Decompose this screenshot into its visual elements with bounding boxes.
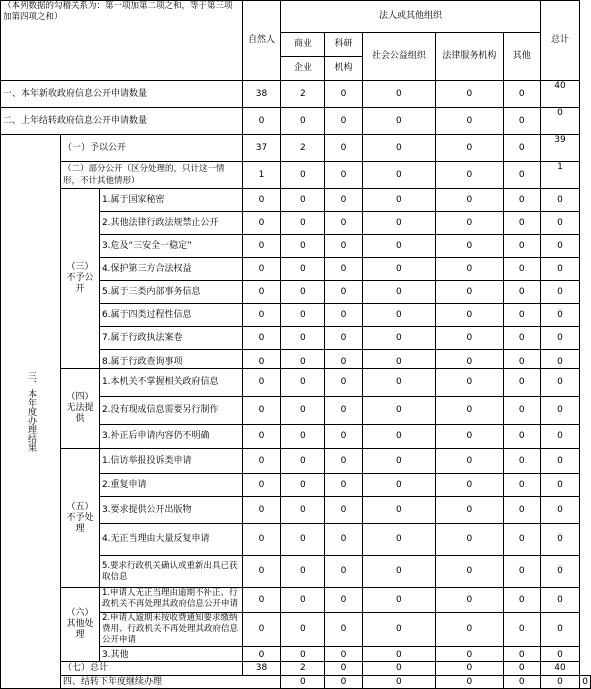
cell-natural: 0 bbox=[242, 350, 281, 369]
header-research-bottom: 机构 bbox=[325, 57, 362, 81]
cell-legal-service: 0 bbox=[436, 369, 503, 397]
row-unable-1 bbox=[1, 369, 591, 397]
row-label: （二）部分公开（区分处理的，只计这一情形，不计其他情形） bbox=[61, 162, 243, 189]
cell-other: 0 bbox=[503, 474, 540, 497]
cell-commercial: 0 bbox=[281, 474, 325, 497]
cell-legal-service: 0 bbox=[436, 449, 503, 474]
cell-research: 0 bbox=[325, 258, 362, 281]
cell-research: 0 bbox=[325, 474, 362, 497]
row-label: 1.本机关不掌握相关政府信息 bbox=[99, 369, 242, 397]
cell-legal-service: 0 bbox=[436, 189, 503, 212]
cell-social: 0 bbox=[362, 189, 436, 212]
row-label: 四、结转下年度继续办理 bbox=[61, 676, 281, 689]
cell-commercial: 0 bbox=[281, 497, 325, 524]
cell-total: 0 bbox=[540, 235, 580, 258]
row-label: 二、上年结转政府信息公开申请数量 bbox=[1, 108, 243, 135]
cell-legal-service: 0 bbox=[436, 474, 503, 497]
header-social: 社会公益组织 bbox=[362, 33, 436, 81]
cell-natural: 0 bbox=[242, 235, 281, 258]
cell-natural: 0 bbox=[242, 497, 281, 524]
cell-commercial: 0 bbox=[281, 281, 325, 304]
cell-social: 0 bbox=[362, 449, 436, 474]
cell-research: 0 bbox=[325, 235, 362, 258]
cell-legal-service: 0 bbox=[436, 235, 503, 258]
row-partially-disclosed bbox=[1, 162, 591, 189]
cell-social: 0 bbox=[362, 369, 436, 397]
cell-total: 0 bbox=[540, 212, 580, 235]
cell-commercial: 0 bbox=[281, 108, 325, 135]
cell-total: 0 bbox=[580, 676, 591, 689]
cell-research: 0 bbox=[325, 588, 362, 613]
cell-research: 0 bbox=[325, 397, 362, 425]
cell-other: 0 bbox=[503, 162, 540, 189]
cell-other: 0 bbox=[503, 212, 540, 235]
cell-social: 0 bbox=[362, 588, 436, 613]
row-label: 1.属于国家秘密 bbox=[99, 189, 242, 212]
group-other-processing-label: （六）其他处理 bbox=[61, 588, 100, 662]
group-not-processed-label: （五）不予处理 bbox=[61, 449, 100, 588]
cell-research: 0 bbox=[362, 676, 436, 689]
cell-other: 0 bbox=[503, 258, 540, 281]
cell-total: 0 bbox=[540, 304, 580, 327]
cell-other: 0 bbox=[503, 369, 540, 397]
cell-commercial: 0 bbox=[281, 397, 325, 425]
row-label: 7.属于行政执法案卷 bbox=[99, 327, 242, 350]
cell-social: 0 bbox=[362, 281, 436, 304]
cell-natural: 0 bbox=[242, 108, 281, 135]
row-label: 3.其他 bbox=[99, 647, 242, 662]
cell-social: 0 bbox=[362, 524, 436, 556]
row-label: 4.保护第三方合法权益 bbox=[99, 258, 242, 281]
cell-research: 0 bbox=[325, 212, 362, 235]
row-label: 1.信访举报投诉类申请 bbox=[99, 449, 242, 474]
header-natural-person: 自然人 bbox=[242, 1, 281, 81]
cell-other: 0 bbox=[503, 81, 540, 108]
cell-total: 39 bbox=[540, 135, 580, 162]
row-section-total bbox=[1, 662, 591, 676]
row-label: 8.属于行政查询事项 bbox=[99, 350, 242, 369]
cell-other: 0 bbox=[503, 647, 540, 662]
cell-legal-service: 0 bbox=[436, 327, 503, 350]
cell-natural: 0 bbox=[281, 676, 325, 689]
cell-social: 0 bbox=[362, 474, 436, 497]
cell-natural: 0 bbox=[242, 425, 281, 449]
cell-natural: 0 bbox=[242, 588, 281, 613]
cell-natural: 0 bbox=[242, 212, 281, 235]
row-label: 1.申请人无正当理由逾期不补正、行政机关不再处理其政府信息公开申请 bbox=[99, 588, 242, 613]
row-carry-forward bbox=[1, 676, 591, 689]
cell-natural: 0 bbox=[242, 556, 281, 588]
cell-other: 0 bbox=[503, 235, 540, 258]
cell-research: 0 bbox=[325, 556, 362, 588]
cell-social: 0 bbox=[362, 350, 436, 369]
header-note: （本列数据的勾稽关系为：第一项加第二项之和，等于第三项加第四项之和） bbox=[1, 1, 243, 81]
cell-social: 0 bbox=[362, 327, 436, 350]
row-label: 2.重复申请 bbox=[99, 474, 242, 497]
cell-legal-service: 0 bbox=[436, 662, 503, 676]
cell-other: 0 bbox=[503, 613, 540, 647]
row-label: 3.危及“三安全一稳定” bbox=[99, 235, 242, 258]
cell-research: 0 bbox=[325, 613, 362, 647]
cell-legal-service: 0 bbox=[436, 613, 503, 647]
cell-commercial: 0 bbox=[281, 189, 325, 212]
cell-total: 40 bbox=[540, 662, 580, 676]
cell-commercial: 0 bbox=[281, 212, 325, 235]
cell-social: 0 bbox=[362, 258, 436, 281]
cell-legal-service: 0 bbox=[436, 135, 503, 162]
cell-research: 0 bbox=[325, 81, 362, 108]
cell-legal-service: 0 bbox=[436, 524, 503, 556]
cell-social: 0 bbox=[362, 162, 436, 189]
row-disclosed bbox=[1, 135, 591, 162]
cell-other: 0 bbox=[503, 397, 540, 425]
cell-legal-service: 0 bbox=[436, 258, 503, 281]
cell-research: 0 bbox=[325, 662, 362, 676]
cell-other: 0 bbox=[503, 556, 540, 588]
cell-other: 0 bbox=[503, 524, 540, 556]
row-label: 3.要求提供公开出版物 bbox=[99, 497, 242, 524]
cell-other: 0 bbox=[503, 189, 540, 212]
cell-legal-service: 0 bbox=[436, 212, 503, 235]
row-not-processed-1 bbox=[1, 449, 591, 474]
cell-legal-service: 0 bbox=[436, 281, 503, 304]
cell-social: 0 bbox=[362, 556, 436, 588]
cell-other: 0 bbox=[540, 676, 580, 689]
cell-total: 0 bbox=[540, 369, 580, 397]
cell-commercial: 0 bbox=[281, 258, 325, 281]
cell-research: 0 bbox=[325, 327, 362, 350]
cell-natural: 0 bbox=[242, 397, 281, 425]
cell-total: 0 bbox=[540, 281, 580, 304]
header-research-top: 科研 bbox=[325, 33, 362, 57]
cell-natural: 0 bbox=[242, 474, 281, 497]
cell-research: 0 bbox=[325, 162, 362, 189]
cell-other: 0 bbox=[503, 281, 540, 304]
group-unable-label: （四）无法提供 bbox=[61, 369, 100, 449]
cell-total: 0 bbox=[540, 350, 580, 369]
row-not-disclosed-1 bbox=[1, 189, 591, 212]
cell-total: 0 bbox=[540, 647, 580, 662]
cell-natural: 38 bbox=[242, 81, 281, 108]
row-label: 3.补正后申请内容仍不明确 bbox=[99, 425, 242, 449]
row-label: 2.没有现成信息需要另行制作 bbox=[99, 397, 242, 425]
cell-social: 0 bbox=[362, 81, 436, 108]
header-commercial-top: 商业 bbox=[281, 33, 325, 57]
cell-social: 0 bbox=[362, 108, 436, 135]
cell-commercial: 2 bbox=[281, 81, 325, 108]
cell-total: 0 bbox=[540, 258, 580, 281]
cell-social: 0 bbox=[362, 212, 436, 235]
cell-natural: 0 bbox=[242, 281, 281, 304]
cell-legal-service: 0 bbox=[436, 108, 503, 135]
cell-commercial: 0 bbox=[281, 647, 325, 662]
row-new-requests bbox=[1, 81, 591, 108]
cell-research: 0 bbox=[325, 449, 362, 474]
cell-natural: 38 bbox=[242, 662, 281, 676]
cell-commercial: 0 bbox=[325, 676, 362, 689]
cell-commercial: 0 bbox=[281, 524, 325, 556]
cell-natural: 0 bbox=[242, 304, 281, 327]
cell-other: 0 bbox=[503, 135, 540, 162]
cell-total: 0 bbox=[540, 588, 580, 613]
cell-total: 0 bbox=[540, 397, 580, 425]
cell-legal-service: 0 bbox=[436, 497, 503, 524]
cell-other: 0 bbox=[503, 662, 540, 676]
cell-commercial: 0 bbox=[281, 425, 325, 449]
cell-research: 0 bbox=[325, 369, 362, 397]
cell-commercial: 0 bbox=[281, 350, 325, 369]
group-not-disclosed-label: （三）不予公开 bbox=[61, 189, 100, 369]
cell-commercial: 0 bbox=[281, 162, 325, 189]
cell-other: 0 bbox=[503, 497, 540, 524]
header-legal-group: 法人或其他组织 bbox=[281, 1, 540, 33]
cell-other: 0 bbox=[503, 304, 540, 327]
cell-social: 0 bbox=[362, 304, 436, 327]
cell-commercial: 0 bbox=[281, 304, 325, 327]
cell-research: 0 bbox=[325, 524, 362, 556]
cell-research: 0 bbox=[325, 425, 362, 449]
cell-legal-service: 0 bbox=[436, 397, 503, 425]
cell-total: 0 bbox=[540, 497, 580, 524]
cell-social: 0 bbox=[362, 497, 436, 524]
section-3-label: 三、本年度办理结果 bbox=[1, 135, 61, 689]
cell-total: 1 bbox=[540, 162, 580, 189]
cell-social: 0 bbox=[436, 676, 503, 689]
cell-social: 0 bbox=[362, 235, 436, 258]
cell-total: 0 bbox=[540, 556, 580, 588]
cell-legal-service: 0 bbox=[436, 647, 503, 662]
cell-social: 0 bbox=[362, 397, 436, 425]
cell-research: 0 bbox=[325, 304, 362, 327]
cell-commercial: 2 bbox=[281, 662, 325, 676]
cell-commercial: 0 bbox=[281, 613, 325, 647]
row-label: 2.申请人逾期未按收费通知要求缴纳费用、行政机关不再处理其政府信息公开申请 bbox=[99, 613, 242, 647]
cell-research: 0 bbox=[325, 350, 362, 369]
cell-commercial: 2 bbox=[281, 135, 325, 162]
cell-total: 0 bbox=[540, 189, 580, 212]
row-label: 6.属于四类过程性信息 bbox=[99, 304, 242, 327]
cell-legal-service: 0 bbox=[436, 588, 503, 613]
cell-research: 0 bbox=[325, 647, 362, 662]
cell-total: 0 bbox=[540, 449, 580, 474]
cell-natural: 0 bbox=[242, 449, 281, 474]
cell-social: 0 bbox=[362, 425, 436, 449]
cell-natural: 0 bbox=[242, 613, 281, 647]
cell-legal-service: 0 bbox=[436, 304, 503, 327]
cell-total: 0 bbox=[540, 108, 580, 135]
cell-total: 0 bbox=[540, 524, 580, 556]
cell-commercial: 0 bbox=[281, 327, 325, 350]
cell-commercial: 0 bbox=[281, 369, 325, 397]
cell-social: 0 bbox=[362, 135, 436, 162]
cell-total: 0 bbox=[540, 425, 580, 449]
cell-natural: 0 bbox=[242, 524, 281, 556]
cell-research: 0 bbox=[325, 497, 362, 524]
cell-natural: 1 bbox=[242, 162, 281, 189]
cell-total: 0 bbox=[540, 474, 580, 497]
cell-natural: 37 bbox=[242, 135, 281, 162]
row-label: （一）予以公开 bbox=[61, 135, 243, 162]
cell-social: 0 bbox=[362, 662, 436, 676]
cell-social: 0 bbox=[362, 613, 436, 647]
cell-natural: 0 bbox=[242, 327, 281, 350]
row-carried-over bbox=[1, 108, 591, 135]
cell-commercial: 0 bbox=[281, 235, 325, 258]
cell-natural: 0 bbox=[242, 647, 281, 662]
cell-legal-service: 0 bbox=[436, 556, 503, 588]
row-label: 一、本年新收政府信息公开申请数量 bbox=[1, 81, 243, 108]
cell-commercial: 0 bbox=[281, 588, 325, 613]
row-label: 5.要求行政机关确认或重新出具已获取信息 bbox=[99, 556, 242, 588]
row-label: 4.无正当理由大量反复申请 bbox=[99, 524, 242, 556]
cell-other: 0 bbox=[503, 588, 540, 613]
cell-research: 0 bbox=[325, 189, 362, 212]
cell-other: 0 bbox=[503, 108, 540, 135]
row-label: 2.其他法律行政法规禁止公开 bbox=[99, 212, 242, 235]
cell-total: 0 bbox=[540, 613, 580, 647]
cell-other: 0 bbox=[503, 425, 540, 449]
row-label: 5.属于三类内部事务信息 bbox=[99, 281, 242, 304]
cell-natural: 0 bbox=[242, 369, 281, 397]
cell-legal-service: 0 bbox=[436, 350, 503, 369]
cell-research: 0 bbox=[325, 281, 362, 304]
cell-total: 40 bbox=[540, 81, 580, 108]
cell-total: 0 bbox=[540, 327, 580, 350]
cell-natural: 0 bbox=[242, 189, 281, 212]
cell-commercial: 0 bbox=[281, 449, 325, 474]
cell-commercial: 0 bbox=[281, 556, 325, 588]
row-label: （七）总计 bbox=[61, 662, 243, 676]
header-legal-service: 法律服务机构 bbox=[436, 33, 503, 81]
cell-natural: 0 bbox=[242, 258, 281, 281]
cell-research: 0 bbox=[325, 135, 362, 162]
cell-other: 0 bbox=[503, 350, 540, 369]
cell-legal-service: 0 bbox=[503, 676, 540, 689]
header-total: 总计 bbox=[540, 1, 580, 81]
cell-research: 0 bbox=[325, 108, 362, 135]
cell-other: 0 bbox=[503, 449, 540, 474]
cell-social: 0 bbox=[362, 647, 436, 662]
cell-other: 0 bbox=[503, 327, 540, 350]
cell-legal-service: 0 bbox=[436, 81, 503, 108]
cell-legal-service: 0 bbox=[436, 425, 503, 449]
cell-legal-service: 0 bbox=[436, 162, 503, 189]
row-other-processing-1 bbox=[1, 588, 591, 613]
header-commercial-bottom: 企业 bbox=[281, 57, 325, 81]
header-other: 其他 bbox=[503, 33, 540, 81]
